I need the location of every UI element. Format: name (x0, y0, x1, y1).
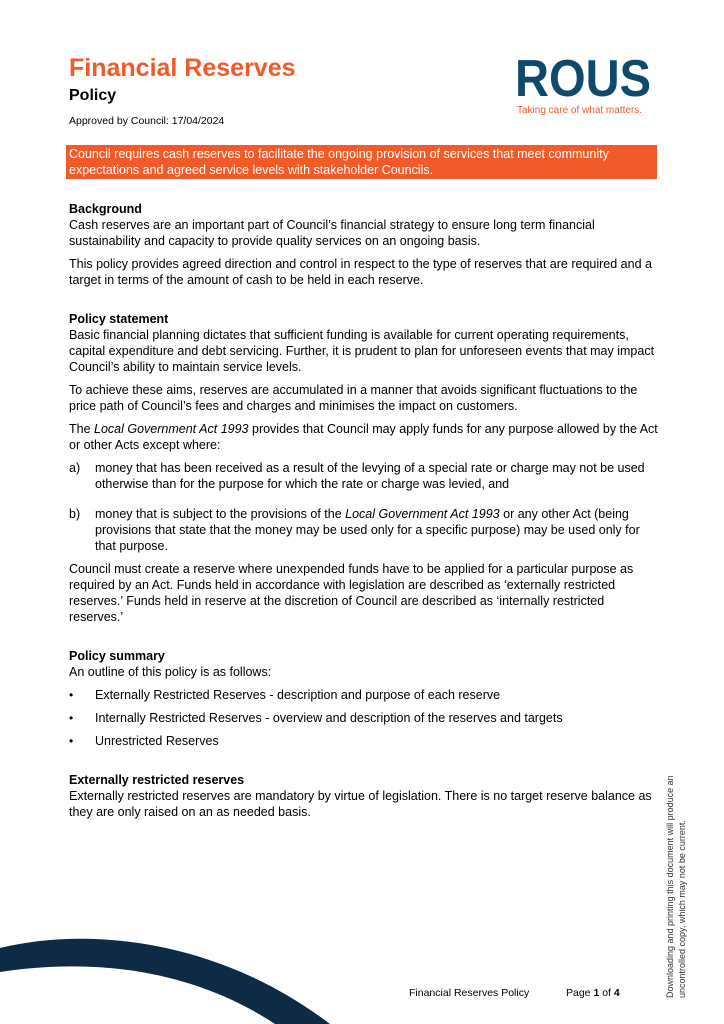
approval-date: Approved by Council: 17/04/2024 (69, 115, 225, 127)
list-item (69, 506, 659, 554)
logo-text: ROUS (515, 52, 651, 102)
list-item-text: money that has been received as a result of the levying of a special rate or charge may not be used otherwise than for the purpose for which the rate or charge was levied, and (95, 461, 645, 491)
policy-summary-section (69, 648, 659, 749)
policy-statement-heading: Policy statement (69, 312, 169, 326)
act-reference: Local Government Act 1993 (94, 422, 249, 436)
policy-statement-paragraph-3: The Local Government Act 1993 provides that Council may apply funds for any purpose allowed by the Act or other Acts except where: (69, 422, 658, 452)
policy-statement-paragraph-4: Council must create a reserve where unexpended funds have to be applied for a particular purpose as required by an Act. Funds held in accordance with legislation are described as ‘externally restricted reserves.’ Funds held in reserve at the discretion of Council are described as ‘internally restricted reserves.’ (69, 562, 634, 624)
document-body (69, 201, 659, 827)
policy-summary-intro: An outline of this policy is as follows: (69, 665, 272, 679)
external-reserves-heading: Externally restricted reserves (69, 773, 245, 787)
rous-logo (515, 52, 655, 120)
footer-document-name: Financial Reserves Policy (409, 987, 530, 999)
list-item (69, 460, 659, 492)
bullet-icon: • (69, 711, 74, 725)
background-heading: Background (69, 202, 142, 216)
act-reference: Local Government Act 1993 (345, 507, 500, 521)
document-subtitle: Policy (69, 87, 117, 104)
external-reserves-section (69, 772, 659, 820)
list-item (69, 687, 659, 703)
policy-statement-paragraph-2: To achieve these aims, reserves are accumulated in a manner that avoids significant fluctuations to the price path of Council’s fees and charges and minimises the impact on customers. (69, 383, 638, 413)
document-title: Financial Reserves (69, 54, 296, 82)
background-section (69, 201, 659, 288)
list-item-text: Unrestricted Reserves (95, 734, 219, 748)
list-item-label: b) (69, 507, 81, 521)
decorative-wave (0, 930, 330, 1024)
uncontrolled-copy-notice: Downloading and printing this document will produce an uncontrolled copy, which may not be current. (665, 775, 687, 998)
policy-summary-heading: Policy summary (69, 649, 165, 663)
policy-statement-section (69, 311, 659, 625)
list-item-text: money that is subject to the provisions of the Local Government Act 1993 or any other Act (being provisions that state that the money may be used only for a specific purpose) may be used only for that purpose. (95, 507, 640, 553)
list-item (69, 733, 659, 749)
footer-page-number: Page 1 of 4 (566, 987, 620, 999)
summary-banner: Council requires cash reserves to facilitate the ongoing provision of services that meet community expectations and agreed service levels with stakeholder Councils. (66, 145, 657, 179)
policy-statement-paragraph-1: Basic financial planning dictates that sufficient funding is available for current operating requirements, capital expenditure and debt servicing. Further, it is prudent to plan for unforeseen events that may impact Council’s ability to maintain service levels. (69, 328, 655, 374)
list-item (69, 710, 659, 726)
logo-tagline: Taking care of what matters. (517, 105, 643, 116)
exceptions-list (69, 460, 659, 554)
list-item-text: Externally Restricted Reserves - description and purpose of each reserve (95, 688, 501, 702)
external-reserves-paragraph: Externally restricted reserves are mandatory by virtue of legislation. There is no target reserve balance as they are only raised on an as needed basis. (69, 789, 652, 819)
list-item-label: a) (69, 461, 81, 475)
background-paragraph-1: Cash reserves are an important part of Council’s financial strategy to ensure long term financial sustainability and capacity to provide quality services on an ongoing basis. (69, 218, 595, 248)
summary-list (69, 687, 659, 749)
bullet-icon: • (69, 688, 74, 702)
rous-logo-wordmark (515, 52, 651, 102)
bullet-icon: • (69, 734, 74, 748)
list-item-text: Internally Restricted Reserves - overview and description of the reserves and targets (95, 711, 563, 725)
background-paragraph-2: This policy provides agreed direction and control in respect to the type of reserves that are required and a target in terms of the amount of cash to be held in each reserve. (69, 257, 652, 287)
